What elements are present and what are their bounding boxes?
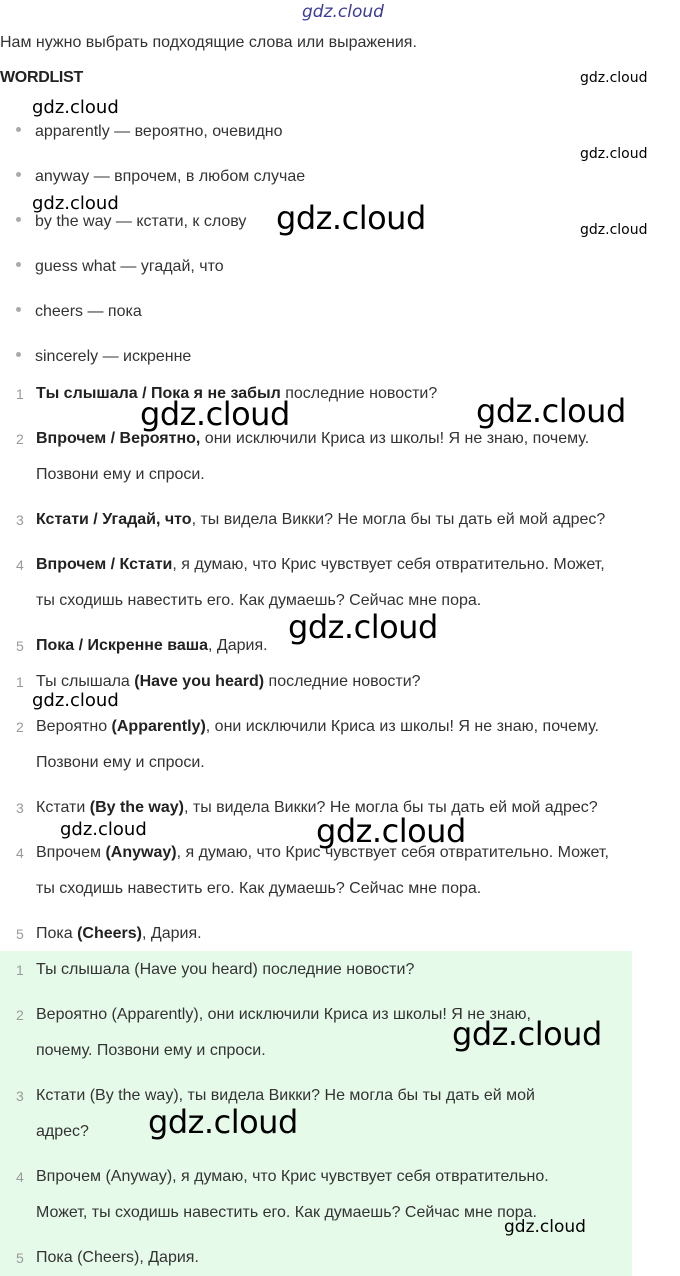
- bullet-icon: [16, 217, 21, 222]
- watermark: gdz.cloud: [32, 97, 119, 118]
- wordlist-item: guess what — угадай, что: [16, 258, 224, 276]
- bullet-icon: [16, 127, 21, 132]
- intro-text: Нам нужно выбрать подходящие слова или выражения.: [0, 34, 417, 51]
- watermark: gdz.cloud: [302, 2, 384, 22]
- watermark: gdz.cloud: [148, 1103, 298, 1141]
- watermark: gdz.cloud: [288, 608, 438, 646]
- bullet-icon: [16, 172, 21, 177]
- wordlist-item: apparently — вероятно, очевидно: [16, 123, 283, 141]
- wordlist-title: WORDLIST: [0, 69, 83, 86]
- watermark: gdz.cloud: [316, 812, 466, 850]
- bullet-icon: [16, 307, 21, 312]
- watermark: gdz.cloud: [476, 392, 626, 430]
- wordlist-item: cheers — пока: [16, 303, 142, 321]
- bullet-icon: [16, 352, 21, 357]
- watermark: gdz.cloud: [580, 222, 648, 238]
- watermark: gdz.cloud: [504, 1217, 586, 1237]
- watermark: gdz.cloud: [32, 690, 119, 711]
- watermark: gdz.cloud: [580, 70, 648, 86]
- wordlist-item: anyway — впрочем, в любом случае: [16, 168, 305, 186]
- watermark: gdz.cloud: [276, 199, 426, 237]
- wordlist-item: sincerely — искренне: [16, 348, 191, 366]
- watermark: gdz.cloud: [580, 146, 648, 162]
- bullet-icon: [16, 262, 21, 267]
- wordlist-item: by the way — кстати, к слову: [16, 213, 246, 231]
- watermark: gdz.cloud: [452, 1015, 602, 1053]
- watermark: gdz.cloud: [32, 193, 119, 214]
- watermark: gdz.cloud: [60, 819, 147, 840]
- watermark: gdz.cloud: [140, 395, 290, 433]
